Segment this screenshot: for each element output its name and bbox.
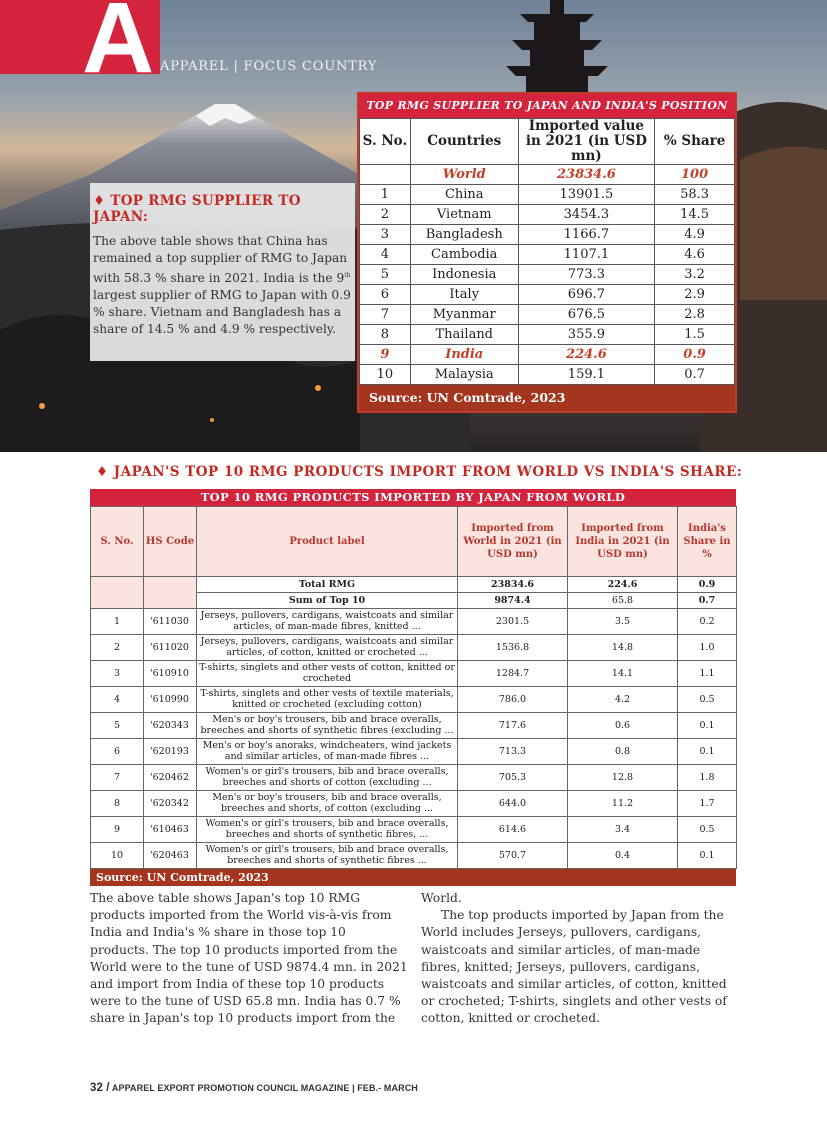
table-cell: 0.7 <box>655 365 735 385</box>
table-cell: 355.9 <box>518 325 655 345</box>
blank-cell <box>144 577 197 593</box>
table-cell: China <box>410 185 518 205</box>
table-cell: T-shirts, singlets and other vests of textile materials, knitted or crocheted (excluding cotton) <box>197 687 458 713</box>
table-row <box>360 325 735 345</box>
summary-row <box>91 593 737 609</box>
table-cell: '620193 <box>144 739 197 765</box>
table-cell: 13901.5 <box>518 185 655 205</box>
table-cell: 0.7 <box>678 593 737 609</box>
table-cell: Jerseys, pullovers, cardigans, waistcoats and similar articles, of man-made fibres, knitted ... <box>197 609 458 635</box>
logo-letter: A <box>82 0 155 94</box>
table-cell: 676.5 <box>518 305 655 325</box>
table-cell: 224.6 <box>518 345 655 365</box>
table-cell: Women's or girl's trousers, bib and brace overalls, breeches and shorts of cotton (excluding ... <box>197 765 458 791</box>
header-imported-value: Imported value in 2021 (in USD mn) <box>518 119 655 165</box>
summary-text-start: The above table shows that China has remained a top supplier of RMG to Japan with 58.3 % share in 2021. India is the 9 <box>93 234 348 286</box>
body-paragraph-end: World. <box>421 891 462 905</box>
table-row <box>360 365 735 385</box>
table-cell: 23834.6 <box>458 577 568 593</box>
table-cell: Indonesia <box>410 265 518 285</box>
table-row <box>91 739 737 765</box>
header-share: % Share <box>655 119 735 165</box>
table-cell: '610910 <box>144 661 197 687</box>
table-row <box>91 635 737 661</box>
table-row <box>360 205 735 225</box>
table-cell: 3.2 <box>655 265 735 285</box>
table-row <box>360 345 735 365</box>
table-cell: 614.6 <box>458 817 568 843</box>
footer-text: APPAREL EXPORT PROMOTION COUNCIL MAGAZINE | FEB.- MARCH <box>111 1083 418 1093</box>
body-column-left <box>90 890 408 1028</box>
table-cell: 644.0 <box>458 791 568 817</box>
top-table-grid <box>359 118 735 385</box>
table-cell: 1166.7 <box>518 225 655 245</box>
body-column-right <box>421 890 731 1028</box>
table-row <box>91 687 737 713</box>
table-cell: 10 <box>91 843 144 869</box>
header-sno: S. No. <box>360 119 411 165</box>
table-cell: 2.8 <box>655 305 735 325</box>
table-cell: Men's or boy's trousers, bib and brace overalls, breeches and shorts, of cotton (excluding ... <box>197 791 458 817</box>
header-hs-code: HS Code <box>144 507 197 577</box>
table-cell: 4.9 <box>655 225 735 245</box>
products-table-body <box>91 577 737 869</box>
table-cell: T-shirts, singlets and other vests of cotton, knitted or crocheted <box>197 661 458 687</box>
header-india-share: India's Share in % <box>678 507 737 577</box>
summary-text <box>93 233 351 338</box>
table-cell: 3 <box>360 225 411 245</box>
table-cell: 4.6 <box>655 245 735 265</box>
table-cell: 0.1 <box>678 843 737 869</box>
table-row <box>360 305 735 325</box>
table-row <box>360 285 735 305</box>
magazine-logo <box>0 0 160 94</box>
summary-row <box>91 577 737 593</box>
table-row <box>360 245 735 265</box>
blank-cell <box>91 593 144 609</box>
table-cell: Myanmar <box>410 305 518 325</box>
table-cell: 0.9 <box>655 345 735 365</box>
table-cell: Women's or girl's trousers, bib and brace overalls, breeches and shorts of synthetic fibres ... <box>197 843 458 869</box>
table-cell: 65.8 <box>568 593 678 609</box>
table-cell: 2 <box>360 205 411 225</box>
table-cell: 7 <box>91 765 144 791</box>
table-cell: 0.4 <box>568 843 678 869</box>
table-cell <box>360 165 411 185</box>
page-number: 32 / <box>90 1082 110 1094</box>
table-cell: 1.7 <box>678 791 737 817</box>
table-row <box>91 817 737 843</box>
table-row <box>91 661 737 687</box>
section-tag: APPAREL | FOCUS COUNTRY <box>160 59 378 74</box>
table-row <box>91 791 737 817</box>
body-paragraph: The top products imported by Japan from the World includes Jerseys, pullovers, cardigans, waistcoats and similar articles, of man-made fibres, knitted; Jerseys, pullovers, cardigans, waistcoats and similar articles, of cotton, knitted or crocheted; T-shirts, singlets and other vests of cotton, knitted or crocheted. <box>421 908 727 1026</box>
table-cell: '620463 <box>144 843 197 869</box>
table-cell: 5 <box>360 265 411 285</box>
header-countries: Countries <box>410 119 518 165</box>
table-row <box>91 843 737 869</box>
table-cell: 9 <box>360 345 411 365</box>
table-cell: 1 <box>360 185 411 205</box>
body-paragraph: The above table shows Japan's top 10 RMG products imported from the World vis-à-vis from India and India's % share in those top 10 products. The top 10 products imported from the World were to the tune of USD 9874.4 mn. in 2021 and import from India of these top 10 products were to the tune of USD 65.8 mn. India has 0.7 % share in Japan's top 10 products import from the <box>90 891 408 1026</box>
table-cell: 100 <box>655 165 735 185</box>
table-row <box>360 185 735 205</box>
table-cell: 3 <box>91 661 144 687</box>
table-cell: 2301.5 <box>458 609 568 635</box>
table-cell: 3454.3 <box>518 205 655 225</box>
table-cell: 0.5 <box>678 687 737 713</box>
table-cell: 10 <box>360 365 411 385</box>
top-table-source: Source: UN Comtrade, 2023 <box>359 385 735 411</box>
table-cell: 696.7 <box>518 285 655 305</box>
table-cell: 713.3 <box>458 739 568 765</box>
world-row <box>360 165 735 185</box>
table-cell: '611030 <box>144 609 197 635</box>
table-cell: '620343 <box>144 713 197 739</box>
table-cell: 1.1 <box>678 661 737 687</box>
header-sno: S. No. <box>91 507 144 577</box>
table-cell: 4 <box>360 245 411 265</box>
table-cell: 1284.7 <box>458 661 568 687</box>
table-cell: 3.4 <box>568 817 678 843</box>
table-cell: '620342 <box>144 791 197 817</box>
table-cell: 705.3 <box>458 765 568 791</box>
table-cell: 7 <box>360 305 411 325</box>
table-row <box>360 265 735 285</box>
table-cell: 12.8 <box>568 765 678 791</box>
table-cell: 4 <box>91 687 144 713</box>
blank-cell <box>144 593 197 609</box>
top-supplier-table <box>357 92 737 413</box>
table-cell: 0.6 <box>568 713 678 739</box>
table-cell: 6 <box>360 285 411 305</box>
table-cell: Thailand <box>410 325 518 345</box>
section-heading: ♦ JAPAN'S TOP 10 RMG PRODUCTS IMPORT FROM WORLD VS INDIA'S SHARE: <box>96 464 743 480</box>
table-cell: 8 <box>91 791 144 817</box>
table-cell: 9 <box>91 817 144 843</box>
table-cell: 14.1 <box>568 661 678 687</box>
blank-cell <box>91 577 144 593</box>
table-cell: 9874.4 <box>458 593 568 609</box>
table-cell: Men's or boy's anoraks, windcheaters, wind jackets and similar articles, of man-made fibres ... <box>197 739 458 765</box>
table-cell: Cambodia <box>410 245 518 265</box>
header-imported-india: Imported from India in 2021 (in USD mn) <box>568 507 678 577</box>
table-cell: Vietnam <box>410 205 518 225</box>
table-cell: 5 <box>91 713 144 739</box>
products-table <box>90 489 736 886</box>
table-cell: 2.9 <box>655 285 735 305</box>
table-cell: Total RMG <box>197 577 458 593</box>
supplier-summary-box <box>90 183 355 361</box>
page-footer <box>90 1082 418 1094</box>
table-cell: 1 <box>91 609 144 635</box>
table-cell: Women's or girl's trousers, bib and brace overalls, breeches and shorts of synthetic fibres, ... <box>197 817 458 843</box>
table-cell: 570.7 <box>458 843 568 869</box>
table-cell: Jerseys, pullovers, cardigans, waistcoats and similar articles, of cotton, knitted or crocheted ... <box>197 635 458 661</box>
products-table-grid <box>90 506 737 869</box>
table-cell: '610463 <box>144 817 197 843</box>
table-cell: '611020 <box>144 635 197 661</box>
table-cell: 0.8 <box>568 739 678 765</box>
table-cell: 4.2 <box>568 687 678 713</box>
products-table-source: Source: UN Comtrade, 2023 <box>90 869 736 886</box>
table-row <box>91 765 737 791</box>
table-cell: 1.8 <box>678 765 737 791</box>
table-cell: 224.6 <box>568 577 678 593</box>
table-cell: 14.5 <box>655 205 735 225</box>
table-cell: World <box>410 165 518 185</box>
table-cell: 11.2 <box>568 791 678 817</box>
summary-text-end: largest supplier of RMG to Japan with 0.9 % share. Vietnam and Bangladesh has a share of 14.5 % and 4.9 % respectively. <box>93 288 351 337</box>
table-cell: 1536.8 <box>458 635 568 661</box>
table-cell: 3.5 <box>568 609 678 635</box>
table-cell: Sum of Top 10 <box>197 593 458 609</box>
table-cell: 0.1 <box>678 713 737 739</box>
table-cell: 159.1 <box>518 365 655 385</box>
summary-heading: ♦ TOP RMG SUPPLIER TO JAPAN: <box>93 193 301 225</box>
table-cell: 0.9 <box>678 577 737 593</box>
table-cell: '620462 <box>144 765 197 791</box>
table-cell: 0.2 <box>678 609 737 635</box>
table-cell: 8 <box>360 325 411 345</box>
top-table-title: TOP RMG SUPPLIER TO JAPAN AND INDIA'S POSITION <box>359 94 735 118</box>
table-cell: Malaysia <box>410 365 518 385</box>
table-cell: Italy <box>410 285 518 305</box>
ordinal-suffix: th <box>344 272 351 279</box>
header-product-label: Product label <box>197 507 458 577</box>
table-cell: India <box>410 345 518 365</box>
table-row <box>360 225 735 245</box>
products-table-title: TOP 10 RMG PRODUCTS IMPORTED BY JAPAN FROM WORLD <box>90 489 736 506</box>
table-cell: 2 <box>91 635 144 661</box>
table-cell: 1.0 <box>678 635 737 661</box>
table-cell: 0.5 <box>678 817 737 843</box>
table-cell: 773.3 <box>518 265 655 285</box>
table-cell: Men's or boy's trousers, bib and brace overalls, breeches and shorts of synthetic fibres (excluding ... <box>197 713 458 739</box>
table-cell: 58.3 <box>655 185 735 205</box>
table-cell: 1107.1 <box>518 245 655 265</box>
table-cell: Bangladesh <box>410 225 518 245</box>
table-cell: 6 <box>91 739 144 765</box>
table-row <box>91 713 737 739</box>
table-cell: 14.8 <box>568 635 678 661</box>
table-cell: '610990 <box>144 687 197 713</box>
table-cell: 0.1 <box>678 739 737 765</box>
table-row <box>91 609 737 635</box>
table-cell: 717.6 <box>458 713 568 739</box>
table-cell: 23834.6 <box>518 165 655 185</box>
table-cell: 786.0 <box>458 687 568 713</box>
table-cell: 1.5 <box>655 325 735 345</box>
header-imported-world: Imported from World in 2021 (in USD mn) <box>458 507 568 577</box>
top-table-body <box>360 165 735 385</box>
